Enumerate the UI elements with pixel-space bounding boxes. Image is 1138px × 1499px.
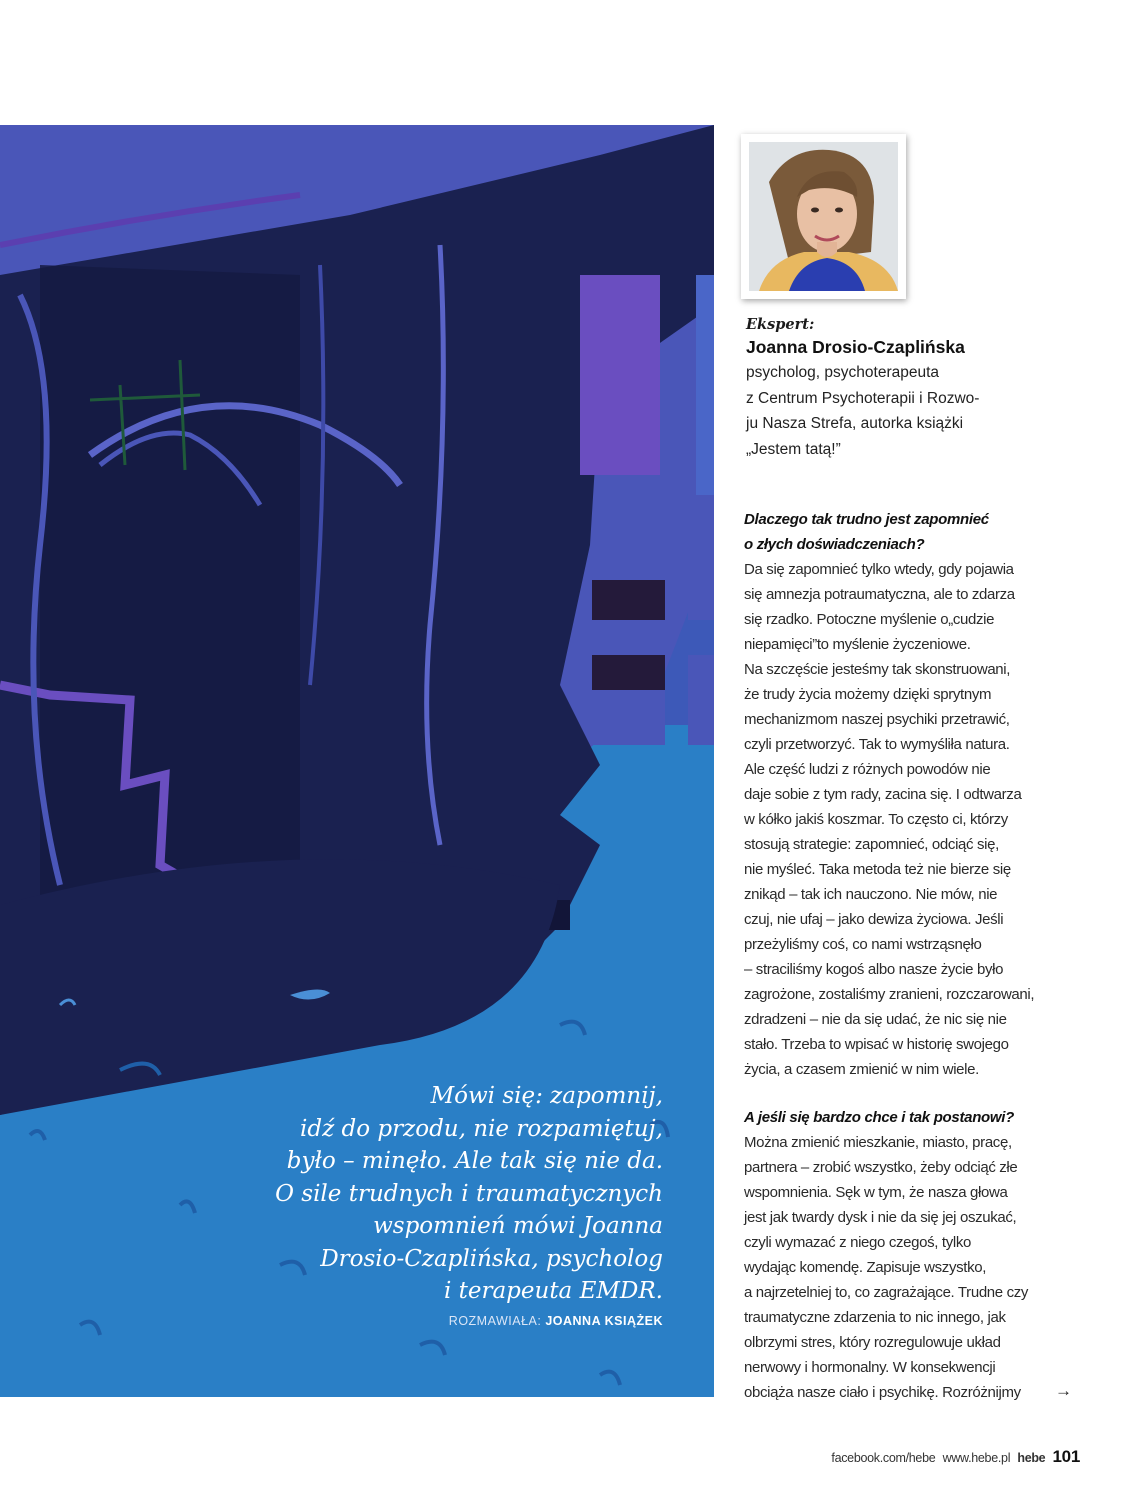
page-number: 101 [1052,1447,1080,1466]
footer-brand: hebe [1017,1451,1046,1465]
expert-info [746,316,1046,462]
expert-photo [741,134,906,299]
expert-label: Ekspert: [746,316,815,333]
interviewer-label: ROZMAWIAŁA: [448,1313,542,1328]
footer-website: www.hebe.pl [942,1451,1011,1465]
interviewer-name: JOANNA KSIĄŻEK [545,1313,663,1328]
page-footer [827,1447,1080,1467]
question-heading: A jeśli się bardzo chce i tak postanowi? [744,1109,1015,1126]
expert-description: psycholog, psychoterapeuta z Centrum Psychoterapii i Rozwo- ju Nasza Strefa, autorka książki „Jestem tatą!” [746,364,980,458]
answer-paragraph: Można zmienić mieszkanie, miasto, pracę, partnera – zrobić wszystko, żeby odciąć złe wspomnienia. Sęk w tym, że nasza głowa jest jak twardy dysk i nie da się jej oszukać, czyli wymazać z niego czegoś, tylko wydając komendę. Zapisuje wszystko, a najrzetelniej to, co zagrażające. Trudne czy traumatyczne zdarzenia to nic innego, jak olbrzymi stres, który rozregulowuje układ nerwowy i hormonalny. W konsekwencji obciąża nasze ciało i psychikę. Rozróżnijmy [744,1134,1029,1401]
intro-block [243,1080,663,1328]
interviewer-credit [243,1314,663,1328]
footer-facebook: facebook.com/hebe [831,1451,936,1465]
question-heading: Dlaczego tak trudno jest zapomnieć o złych doświadczeniach? [744,511,989,553]
arrow-right-icon: → [1055,1381,1072,1400]
answer-paragraph: Da się zapomnieć tylko wtedy, gdy pojawia się amnezja potraumatyczna, ale to zdarza się rzadko. Potoczne myślenie o„cudzie niepamięci”to myślenie życzeniowe. Na szczęście jesteśmy tak skonstruowani, że trudy życia możemy dzięki sprytnym mechanizmom naszej psychiki przetrawić, czyli przetworzyć. Tak to wymyśliła natura. Ale część ludzi z różnych powodów nie daje sobie z tym rady, zacina się. I odtwarza w kółko jakiś koszmar. To często ci, którzy stosują strategie: zapomnieć, odciąć się, nie myśleć. Taka metoda też nie bierze się znikąd – tak ich nauczono. Nie mów, nie czuj, nie ufaj – jako dewiza życiowa. Jeśli przeżyliśmy coś, co nami wstrząsnęło – straciliśmy kogoś albo nasze życie było zagrożone, zostaliśmy zranieni, rozczarowani, zdradzeni – nie da się udać, że nic się nie stało. Trzeba to wpisać w historię swojego życia, a czasem zmienić w nim wiele. [744,561,1035,1078]
expert-name: Joanna Drosio-Czaplińska [746,337,965,357]
intro-lead-text: Mówi się: zapomnij, idź do przodu, nie rozpamiętuj, było – minęło. Ale tak się nie da. O sile trudnych i traumatycznych wspomnień mówi Joanna Drosio-Czaplińska, psycholog i terapeuta EMDR. [275,1083,663,1304]
expert-portrait-image [749,142,898,291]
